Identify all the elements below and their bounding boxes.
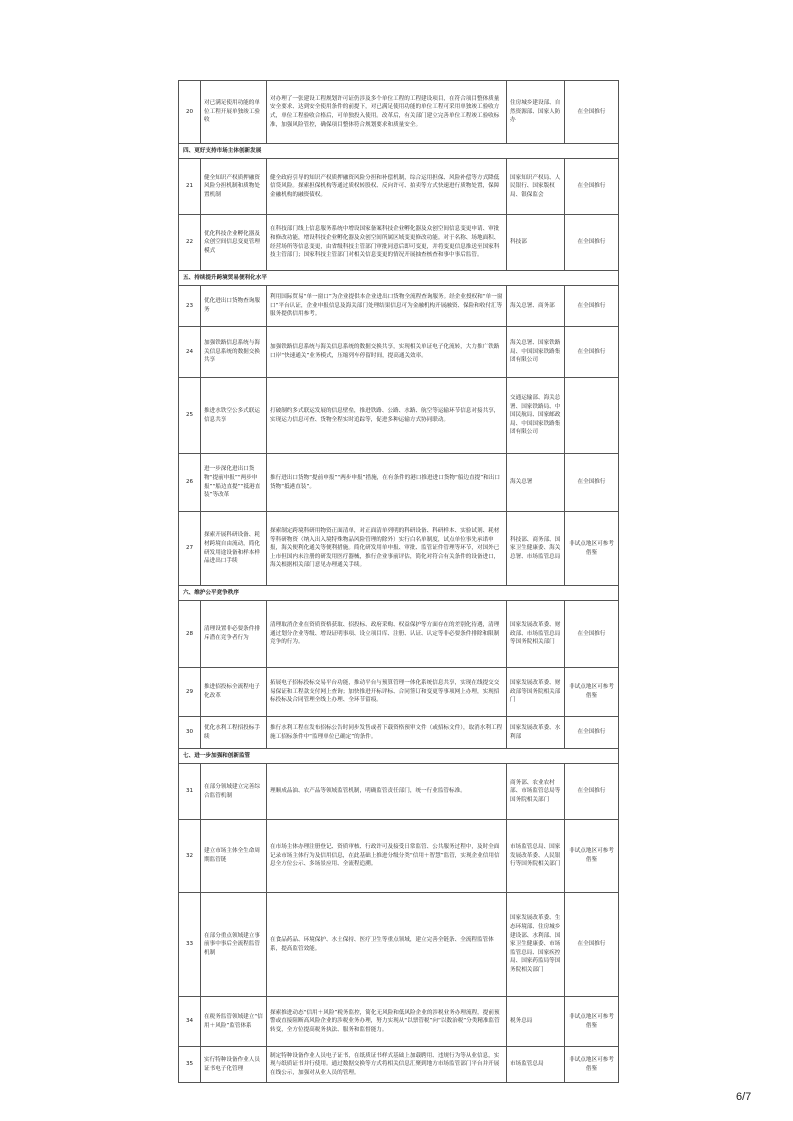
item-scope: 在全国推行 [565,81,619,144]
item-scope: 非试点地区可参考借鉴 [565,997,619,1047]
item-number: 27 [179,512,201,586]
item-number: 32 [179,820,201,893]
item-name: 优化科技企业孵化器及众创空间信息变更管理模式 [201,215,267,271]
item-scope: 非试点地区可参考借鉴 [565,668,619,717]
item-department: 国家发展改革委、财政部等国务院相关部门 [507,668,565,717]
item-name: 优化水利工程招投标手续 [201,717,267,749]
table-row [179,668,619,717]
item-content: 推行进出口货物“提前申报”“两步申报”措施，在有条件的港口推进进口货物“船边直提”和出口货物“抵港直装”。 [267,454,507,512]
table-row [179,81,619,144]
table-row [179,286,619,327]
item-department: 海关总署 [507,454,565,512]
item-number: 34 [179,997,201,1047]
item-scope: 在全国推行 [565,327,619,378]
item-department: 市场监管总局、国家发展改革委、人民银行等国务院相关部门 [507,820,565,893]
item-department: 国家知识产权局、人民银行、国家版权局、银保监会 [507,159,565,215]
section-header-row [179,586,619,601]
table-row [179,1047,619,1083]
item-name: 在部分领域建立完善综合监管机制 [201,764,267,820]
item-scope: 非试点地区可参考借鉴 [565,1047,619,1083]
item-name: 建立市场主体全生命周期监管链 [201,820,267,893]
table-row [179,327,619,378]
item-name: 探索开展科研设备、耗材跨境自由流动，简化研发用途设备和样本样品进出口手续 [201,512,267,586]
item-number: 29 [179,668,201,717]
item-number: 22 [179,215,201,271]
reform-measures-table [178,80,619,1083]
item-content: 在科技部门线上信息服务系统中增设国家备案科技企业孵化器及众创空间信息变更申请、审批和修改功能，增设科技企业孵化器及众创空间所属区域变更修改功能。对于名称、场地面积、经营场所等信息变更，由省级科技主管部门审批同意后即可变更，并将变更信息推送至国家科技主管部门；国家科技主管部门对相关信息变更的情况开展抽查核查和事中事后监管。 [267,215,507,271]
item-number: 30 [179,717,201,749]
section-header-row [179,749,619,764]
table-row [179,512,619,586]
table-row [179,378,619,454]
item-content: 探索推进动态“信用＋风险”税务监控，简化无风险和低风险企业的涉税业务办理流程，提前预警或直接阻断高风险企业的涉税业务办理，努力实现从“以票管税”向“以数治税”分类精准监管转变，全方位提高税务执法、服务和监督能力。 [267,997,507,1047]
section-title: 五、持续提升跨境贸易便利化水平 [179,271,619,286]
section-title: 六、维护公平竞争秩序 [179,586,619,601]
item-name: 在税务监管领域建立“信用＋风险”监管体系 [201,997,267,1047]
item-department: 商务部、农业农村部、市场监管总局等国务院相关部门 [507,764,565,820]
table-row [179,764,619,820]
item-number: 21 [179,159,201,215]
item-scope: 在全国推行 [565,286,619,327]
item-number: 24 [179,327,201,378]
item-number: 31 [179,764,201,820]
item-content: 清理取消企业在资质资格获取、招投标、政府采购、权益保护等方面存在的差别化待遇，清理通过划分企业等级、增设证明事项、设立项目库、注册、认证、认定等非必要条件排除和限制竞争的行为。 [267,601,507,668]
item-department: 住房城乡建设部、自然资源部、国家人防办 [507,81,565,144]
item-department: 市场监管总局 [507,1047,565,1083]
item-name: 实行特种设备作业人员证书电子化管理 [201,1047,267,1083]
table-row [179,997,619,1047]
item-scope: 在全国推行 [565,764,619,820]
item-content: 在食品药品、环境保护、水土保持、医疗卫生等重点领域，建立完善全链条、全流程监管体系，提高监管效能。 [267,893,507,997]
table-body [179,81,619,1083]
item-content: 加强铁路信息系统与海关信息系统的数据交换共享，实现相关单证电子化流转，大力推广铁路口岸“快速通关”业务模式，压缩列车停留时间，提高通关效率。 [267,327,507,378]
item-department: 国家发展改革委、财政部、市场监管总局等国务院相关部门 [507,601,565,668]
item-scope: 在全国推行 [565,454,619,512]
item-content: 制定特种设备作业人员电子证书，在纸质证书样式基础上加载聘用、违规行为等从业信息，实现与纸质证书并行使用。通过数据交换等方式将相关信息汇聚到地方市场监管部门平台并开展在线公示，加强对从业人员的管理。 [267,1047,507,1083]
item-content: 探索制定跨境科研用物资正面清单，对正面清单列明的科研设备、科研样本、实验试剂、耗材等科研物资（纳入出入境特殊物品风险管理的除外）实行白名单制度，试点单位事先承诺申报，海关便利化通关等便利措施。简化研发用单申报、审批、监管证件管理等环节，对国外已上市但国内未注册的研发用医疗器械，推行企业事前评估，简化对符合有关条件的设备进口，海关根据相关部门意见办理通关手续。 [267,512,507,586]
item-content: 打破制约多式联运发展的信息壁垒，推进铁路、公路、水路、航空等运输环节信息对接共享，实现运力信息可查、货物全程实时追踪等，促进多种运输方式协同联动。 [267,378,507,454]
item-number: 20 [179,81,201,144]
item-content: 对办理了一张建设工程规划许可证仍涉及多个单位工程的工程建设项目，在符合项目整体质量安全要求、达到安全使用条件的前提下，对已满足使用功能的单位工程可采用单独竣工验收方式，单位工程验收合格后，可单独投入使用。改革后，有关部门建立完善单位工程竣工验收标准，加强风险管控，确保项目整体符合规划要求和质量安全。 [267,81,507,144]
section-header-row [179,271,619,286]
table-row [179,717,619,749]
item-scope: 在全国推行 [565,601,619,668]
item-department: 海关总署、商务部 [507,286,565,327]
section-title: 四、更好支持市场主体创新发展 [179,144,619,159]
item-department: 交通运输部、海关总署、国家铁路局、中国民航局、国家邮政局、中国国家铁路集团有限公司 [507,378,565,454]
item-content: 健全政府引导的知识产权质押融资风险分担和补偿机制，综合运用担保、风险补偿等方式降低信贷风险。探索担保机构等通过质权转股权、反向许可、拍卖等方式快速进行质物处置，保障金融机构的融资债权。 [267,159,507,215]
item-content: 拓展电子招标投标交易平台功能，推动平台与预算管理一体化系统信息共享，实现在线提交交易保证和工程款支付网上查询；加快推进开标评标、合同签订和变更等事项网上办理，实现招标投标及合同管理全线上办理、全环节留痕。 [267,668,507,717]
table-row [179,820,619,893]
table-row [179,159,619,215]
table-row [179,893,619,997]
item-scope: 非试点地区可参考借鉴 [565,820,619,893]
table-row [179,454,619,512]
table-row [179,215,619,271]
item-name: 健全知识产权质押融资风险分担机制和质物处置机制 [201,159,267,215]
item-number: 28 [179,601,201,668]
item-department: 国家发展改革委、水利部 [507,717,565,749]
item-department: 科技部 [507,215,565,271]
item-number: 23 [179,286,201,327]
item-scope: 在全国推行 [565,215,619,271]
item-number: 33 [179,893,201,997]
item-scope: 在全国推行 [565,159,619,215]
item-department: 国家发展改革委、生态环境部、住房城乡建设部、水利部、国家卫生健康委、市场监管总局、国家疾控局、国家药监局等国务院相关部门 [507,893,565,997]
item-name: 优化进出口货物查询服务 [201,286,267,327]
item-name: 进一步深化进出口货物“提前申报”“两步申报”“船边直提”“抵港直装”等改革 [201,454,267,512]
item-name: 清理设置非必要条件排斥潜在竞争者行为 [201,601,267,668]
item-scope [565,378,619,454]
section-title: 七、进一步加强和创新监管 [179,749,619,764]
item-content: 在市场主体办理注册登记、资质审核、行政许可及接受日常监管、公共服务过程中，及时全面记录市场主体行为及信用信息，在此基础上推进分级分类“信用＋智慧”监管，实现企业信用信息全方位公示、多场景应用、全流程追溯。 [267,820,507,893]
table-row [179,601,619,668]
item-name: 对已满足使用功能的单位工程开展单独竣工验收 [201,81,267,144]
item-name: 在部分重点领域建立事前事中事后全流程监管机制 [201,893,267,997]
item-scope: 在全国推行 [565,717,619,749]
item-name: 加强铁路信息系统与海关信息系统的数据交换共享 [201,327,267,378]
item-scope: 在全国推行 [565,893,619,997]
item-department: 税务总局 [507,997,565,1047]
page-number: 6/7 [736,1091,752,1103]
item-scope: 非试点地区可参考借鉴 [565,512,619,586]
item-content: 推行水利工程在发布招标公告时同步发售或者下载资格预审文件（或招标文件），取消水利工程施工招标条件中“监理单位已确定”的条件。 [267,717,507,749]
item-name: 推进水铁空公多式联运信息共享 [201,378,267,454]
item-number: 26 [179,454,201,512]
item-name: 推进招投标全流程电子化改革 [201,668,267,717]
item-department: 海关总署、国家铁路局、中国国家铁路集团有限公司 [507,327,565,378]
item-content: 利用国际贸易“单一窗口”为企业提供本企业进出口货物全流程查询服务。经企业授权和“单一窗口”平台认证，企业申报信息及海关部门处理结果信息可为金融机构开展融资、保险和收付汇等服务提供信用参考。 [267,286,507,327]
section-header-row [179,144,619,159]
item-number: 25 [179,378,201,454]
item-number: 35 [179,1047,201,1083]
item-department: 科技部、商务部、国家卫生健康委、海关总署、市场监管总局 [507,512,565,586]
item-content: 理顺成品油、农产品等领域监管机制，明确监管责任部门，统一行业监管标准。 [267,764,507,820]
